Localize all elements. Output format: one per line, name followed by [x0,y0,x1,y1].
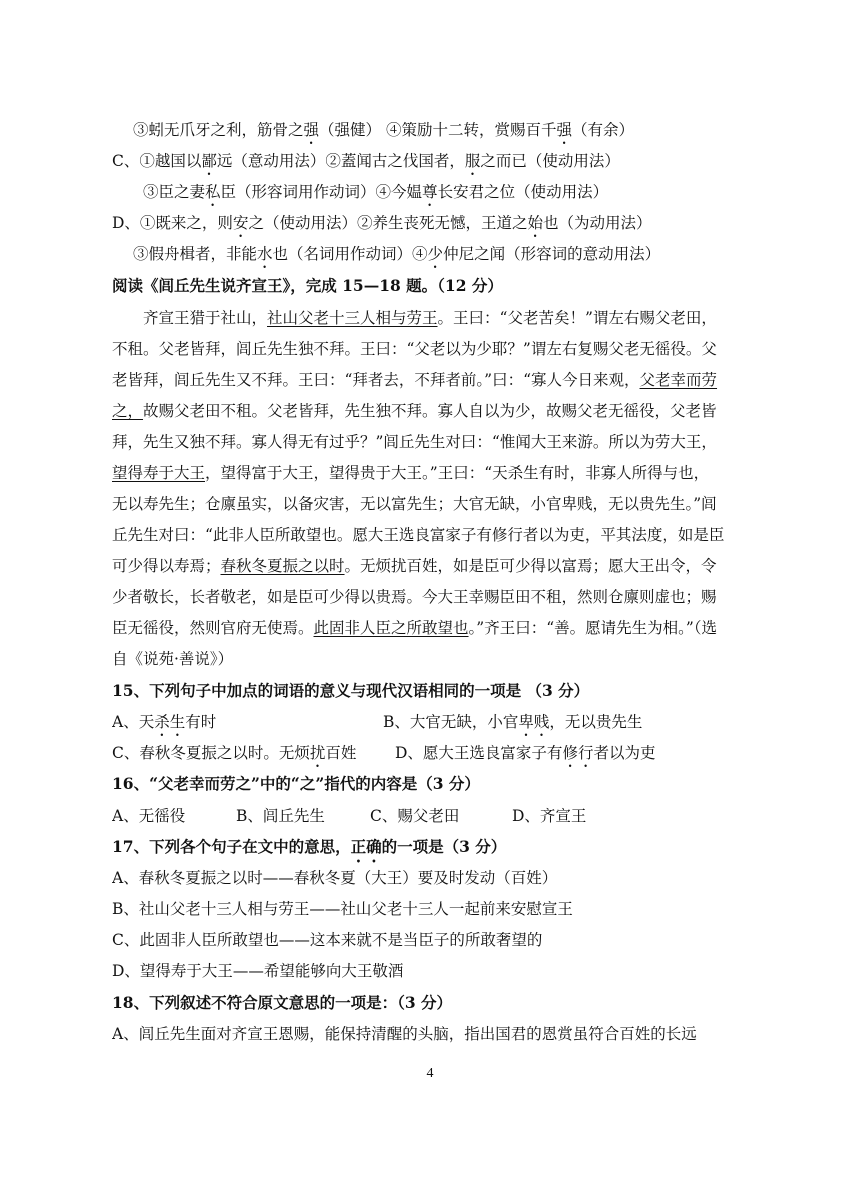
q17-option-d: D、望得寿于大王——希望能够向大王敬酒 [112,962,404,980]
passage-line: 拜，先生又独不拜。寡人得无有过乎？”闾丘先生对曰：“惟闻大王来游。所以为劳大王， [112,433,717,451]
q15-option-a: A、天杀生有时 [112,713,217,731]
reading-heading: 阅读《闾丘先生说齐宣王》，完成 15—18 题。（12 分） [112,276,503,295]
option-line-prev: ③蚓无爪牙之利，筋骨之强（强健） ④策励十二转，赏赐百千强（有余） [133,121,634,139]
q18-option-a: A、闾丘先生面对齐宣王恩赐，能保持清醒的头脑，指出国君的恩赏虽符合百姓的长远 [112,1025,697,1043]
q17-stem: 17、下列各个句子在文中的意思，正确的一项是（3 分） [112,837,507,856]
passage-line: 臣无徭役，然则官府无使焉。此固非人臣之所敢望也。”齐王曰：“善。愿请先生为相。”（选 [112,619,718,637]
passage-line: 自《说苑·善说》） [112,650,234,668]
q17-option-c: C、此固非人臣所敢望也——这本来就不是当臣子的所敢奢望的 [112,931,543,949]
passage-line: 齐宣王猎于社山，社山父老十三人相与劳王。王曰：“父老苦矣！”谓左右赐父老田， [143,309,717,327]
page-number: 4 [426,1066,434,1081]
option-c-line-1: C、①越国以鄙远（意动用法）②蓋闻古之伐国者，服之而已（使动用法） [112,152,620,170]
q17-option-b: B、社山父老十三人相与劳王——社山父老十三人一起前来安慰宣王 [112,900,573,918]
q16-stem: 16、“父老幸而劳之”中的“之”指代的内容是（3 分） [112,774,480,793]
q16-option-b: B、闾丘先生 [236,807,325,825]
q17-option-a: A、春秋冬夏振之以时——春秋冬夏（大王）要及时发动（百姓） [112,869,558,887]
passage-line: 可少得以寿焉；春秋冬夏振之以时。无烦扰百姓，如是臣可少得以富焉；愿大王出令，令 [112,557,717,575]
passage-line: 老皆拜，闾丘先生又不拜。王曰：“拜者去，不拜者前。”曰：“寡人今日来观，父老幸而劳 [112,371,718,389]
passage-line: 丘先生对曰：“此非人臣所敢望也。愿大王选良富家子有修行者以为吏，平其法度，如是臣 [112,526,725,544]
option-d-line-1: D、①既来之，则安之（使动用法）②养生丧死无憾，王道之始也（为动用法） [112,214,652,232]
passage-line: 之，故赐父老田不租。父老皆拜，先生独不拜。寡人自以为少，故赐父老无徭役，父老皆 [112,402,717,420]
q16-option-a: A、无徭役 [112,807,186,825]
q15-stem: 15、下列句子中加点的词语的意义与现代汉语相同的一项是 （3 分） [112,681,590,700]
q18-stem: 18、下列叙述不符合原文意思的一项是：（3 分） [112,993,453,1012]
passage-line: 少者敬长，长者敬老，如是臣可少得以贵焉。今大王幸赐臣田不租，然则仓廪则虚也；赐 [112,588,717,606]
q15-option-d: D、愿大王选良富家子有修行者以为吏 [395,744,656,762]
passage-line: 望得寿于大王，望得富于大王，望得贵于大王。”王曰：“天杀生有时，非寡人所得与也， [112,464,710,482]
q15-option-b: B、大官无缺，小官卑贱，无以贵先生 [383,713,643,731]
option-c-line-2: ③臣之妻私臣（形容词用作动词）④今媪尊长安君之位（使动用法） [143,183,609,201]
q16-option-d: D、齐宣王 [512,807,587,825]
passage-line: 不租。父老皆拜，闾丘先生独不拜。王曰：“父老以为少耶？”谓左右复赐父老无徭役。父 [112,340,717,358]
q16-option-c: C、赐父老田 [370,807,460,825]
passage-line: 无以寿先生；仓廪虽实，以备灾害，无以富先生；大官无缺，小官卑贱，无以贵先生。”闾 [112,495,717,513]
q15-option-c: C、春秋冬夏振之以时。无烦扰百姓 [112,744,357,762]
option-d-line-2: ③假舟楫者，非能水也（名词用作动词）④少仲尼之闻（形容词的意动用法） [133,245,661,263]
